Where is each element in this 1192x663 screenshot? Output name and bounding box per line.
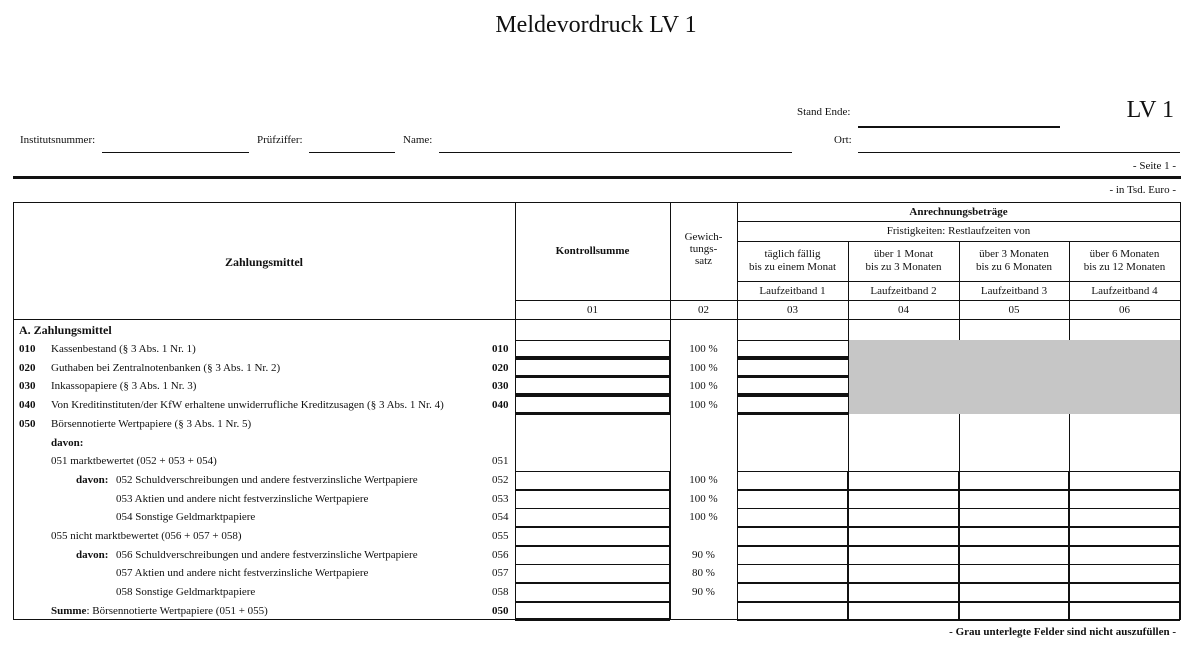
weight-value: 100 % (689, 343, 718, 355)
band-header (1069, 248, 1180, 274)
row-code: 020 (19, 362, 36, 374)
band-input[interactable] (848, 490, 959, 509)
row-code-right: 010 (492, 343, 509, 355)
laufzeitband-label: Laufzeitband 1 (759, 285, 826, 297)
row-code: 040 (19, 399, 36, 411)
kontrollsumme-input[interactable] (515, 602, 670, 621)
davon-label: davon: (51, 437, 84, 449)
fristigkeiten-header: Fristigkeiten: Restlaufzeiten von (886, 225, 1031, 237)
band-input[interactable] (1069, 564, 1180, 583)
row-label: 056 Schuldverschreibungen und andere festverzinsliche Wertpapiere (116, 549, 418, 561)
band-input[interactable] (737, 564, 848, 583)
row-label: 057 Aktien und andere nicht festverzinsliche Wertpapiere (116, 567, 369, 579)
gewicht-line: tungs- (689, 243, 718, 255)
summe-label: Summe (51, 605, 87, 617)
band-header (848, 248, 959, 274)
row-code-right: 054 (492, 511, 509, 523)
row-label: Guthaben bei Zentralnotenbanken (§ 3 Abs. 1 Nr. 2) (51, 362, 281, 374)
kontrollsumme-input[interactable] (515, 340, 670, 359)
band-input[interactable] (1069, 490, 1180, 509)
section-title: A. Zahlungsmittel (19, 323, 112, 337)
weight-value: 100 % (689, 511, 718, 523)
weight-value: 80 % (692, 567, 715, 579)
table-top-border (13, 202, 1181, 203)
band-input[interactable] (737, 583, 848, 602)
band-input[interactable] (1069, 602, 1180, 621)
header-line (13, 319, 1180, 320)
row-code-right: 020 (492, 362, 509, 374)
gewicht-line: Gewich- (684, 231, 723, 243)
kontrollsumme-input[interactable] (515, 564, 670, 583)
band-line1: täglich fällig (764, 248, 821, 260)
stand-ende-label: Stand Ende: (797, 106, 851, 118)
kontrollsumme-input[interactable] (515, 359, 670, 378)
band-input[interactable] (848, 527, 959, 546)
weight-value: 90 % (692, 549, 715, 561)
ort-label: Ort: (834, 134, 852, 146)
column-number: 04 (898, 304, 909, 316)
kontrollsumme-input[interactable] (515, 508, 670, 527)
davon-label: davon: (76, 549, 109, 561)
band-input[interactable] (848, 508, 959, 527)
column-number: 01 (587, 304, 598, 316)
table-right-border (1180, 202, 1181, 620)
band-input[interactable] (959, 471, 1069, 490)
header-rule (13, 176, 1181, 179)
weight-value: 100 % (689, 399, 718, 411)
band-line1: über 1 Monat (873, 248, 934, 260)
band-input[interactable] (737, 471, 848, 490)
row-code: 050 (19, 418, 36, 430)
name-field[interactable] (439, 152, 792, 153)
gewichtungssatz-header (670, 231, 737, 267)
band-input[interactable] (959, 602, 1069, 621)
column-number: 02 (698, 304, 709, 316)
header-line (515, 300, 1180, 301)
band-input[interactable] (959, 564, 1069, 583)
band-input[interactable] (848, 546, 959, 565)
row-code-right: 053 (492, 493, 509, 505)
band-line2: bis zu 3 Monaten (865, 261, 942, 273)
row-label: 055 nicht marktbewertet (056 + 057 + 058) (51, 530, 242, 542)
row-code-right: 030 (492, 380, 509, 392)
name-label: Name: (403, 134, 433, 146)
band-line2: bis zu einem Monat (748, 261, 837, 273)
band-input[interactable] (1069, 527, 1180, 546)
davon-label: davon: (76, 474, 109, 486)
institutsnummer-field[interactable] (102, 152, 249, 153)
pruefziffer-label: Prüfziffer: (257, 134, 303, 146)
band1-input[interactable] (737, 396, 849, 415)
row-code-right: 040 (492, 399, 509, 411)
band-input[interactable] (959, 490, 1069, 509)
row-label: 054 Sonstige Geldmarktpapiere (116, 511, 256, 523)
zahlungsmittel-header: Zahlungsmittel (224, 255, 303, 269)
weight-value: 100 % (689, 362, 718, 374)
band-input[interactable] (1069, 583, 1180, 602)
band-input[interactable] (848, 583, 959, 602)
anrechnung-header: Anrechnungsbeträge (909, 206, 1008, 218)
row-code-right: 050 (492, 605, 509, 617)
row-label: 052 Schuldverschreibungen und andere festverzinsliche Wertpapiere (116, 474, 418, 486)
band-line1: über 6 Monaten (1089, 248, 1160, 260)
row-label: 058 Sonstige Geldmarktpapiere (116, 586, 256, 598)
band-header (959, 248, 1069, 274)
row-label: Von Kreditinstituten/der KfW erhaltene unwiderrufliche Kreditzusagen (§ 3 Abs. 1 Nr. 4) (51, 399, 444, 411)
summe-rest: : Börsennotierte Wertpapiere (051 + 055) (86, 605, 268, 617)
band-line1: über 3 Monaten (979, 248, 1049, 260)
band-input[interactable] (848, 564, 959, 583)
laufzeitband-label: Laufzeitband 3 (980, 285, 1048, 297)
gewicht-line: satz (694, 255, 713, 267)
band-input[interactable] (1069, 471, 1180, 490)
band-input[interactable] (848, 471, 959, 490)
band1-input[interactable] (737, 340, 849, 359)
row-code-right: 058 (492, 586, 509, 598)
kontrollsumme-input[interactable] (515, 377, 670, 396)
row-label: Börsennotierte Wertpapiere (§ 3 Abs. 1 Nr. 5) (51, 418, 252, 430)
kontrollsumme-header: Kontrollsumme (555, 245, 630, 257)
band-input[interactable] (737, 490, 848, 509)
header-line (737, 281, 1180, 282)
band-header (737, 248, 848, 274)
form-code: LV 1 (1126, 97, 1174, 123)
institutsnummer-label: Institutsnummer: (20, 134, 96, 146)
header-line (737, 241, 1180, 242)
stand-ende-field[interactable] (858, 126, 1060, 128)
band-input[interactable] (1069, 546, 1180, 565)
header-line (737, 221, 1180, 222)
column-number: 03 (787, 304, 798, 316)
grey-not-fillable-area (849, 340, 1180, 414)
band-input[interactable] (737, 508, 848, 527)
band-input[interactable] (959, 508, 1069, 527)
weight-value: 100 % (689, 380, 718, 392)
kontrollsumme-input[interactable] (515, 546, 670, 565)
band-input[interactable] (1069, 508, 1180, 527)
row-code-right: 057 (492, 567, 509, 579)
column-number: 06 (1119, 304, 1130, 316)
laufzeitband-label: Laufzeitband 2 (870, 285, 937, 297)
row-code-right: 051 (492, 455, 509, 467)
footer-note: - Grau unterlegte Felder sind nicht auszufüllen - (949, 626, 1176, 638)
band-line2: bis zu 6 Monaten (975, 261, 1053, 273)
weight-value: 90 % (692, 586, 715, 598)
band-input[interactable] (848, 602, 959, 621)
unit-label: - in Tsd. Euro - (1109, 184, 1176, 196)
kontrollsumme-input[interactable] (515, 396, 670, 415)
pruefziffer-field[interactable] (309, 152, 395, 153)
row-label: Inkassopapiere (§ 3 Abs. 1 Nr. 3) (51, 380, 197, 392)
laufzeitband-label: Laufzeitband 4 (1091, 285, 1158, 297)
band-input[interactable] (959, 546, 1069, 565)
band-input[interactable] (959, 583, 1069, 602)
row-label: 053 Aktien und andere nicht festverzinsliche Wertpapiere (116, 493, 369, 505)
band-line2: bis zu 12 Monaten (1083, 261, 1166, 273)
band-input[interactable] (959, 527, 1069, 546)
band1-input[interactable] (737, 377, 849, 396)
column-number: 05 (1008, 304, 1020, 316)
ort-field[interactable] (858, 152, 1180, 153)
row-code-right: 055 (492, 530, 509, 542)
row-code-right: 052 (492, 474, 509, 486)
row-label: 051 marktbewertet (052 + 053 + 054) (51, 455, 217, 467)
row-label (51, 605, 268, 617)
kontrollsumme-input[interactable] (515, 471, 670, 490)
band-input[interactable] (737, 602, 848, 621)
kontrollsumme-input[interactable] (515, 583, 670, 602)
row-code-right: 056 (492, 549, 509, 561)
weight-value: 100 % (689, 493, 718, 505)
weight-value: 100 % (689, 474, 718, 486)
band-input[interactable] (737, 527, 848, 546)
band-input[interactable] (737, 546, 848, 565)
page-number: - Seite 1 - (1132, 160, 1176, 172)
kontrollsumme-input[interactable] (515, 527, 670, 546)
row-code: 030 (19, 380, 36, 392)
row-code: 010 (19, 343, 36, 355)
form-title: Meldevordruck LV 1 (495, 12, 697, 38)
row-label: Kassenbestand (§ 3 Abs. 1 Nr. 1) (51, 343, 196, 355)
kontrollsumme-input[interactable] (515, 490, 670, 509)
band1-input[interactable] (737, 359, 849, 378)
